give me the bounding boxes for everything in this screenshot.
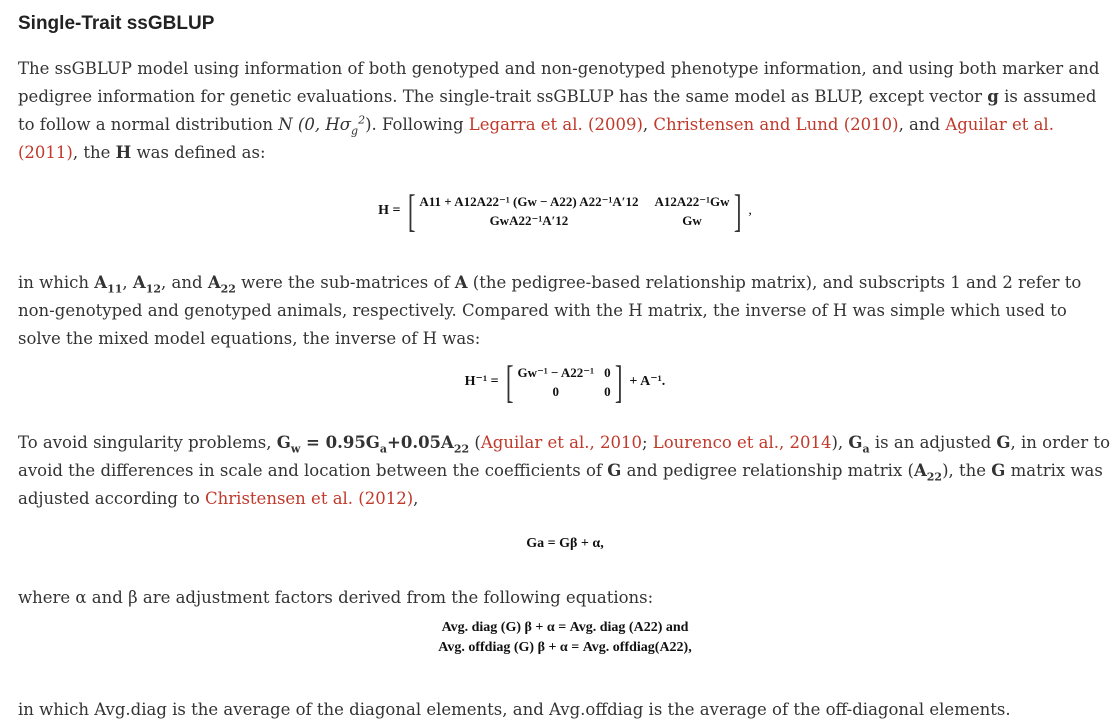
text: , in order to avoid the differences in scale and location between the coefficients of (18, 433, 1110, 480)
matrix-g: G (991, 461, 1006, 480)
citation-christensen-2012[interactable]: Christensen et al. (2012) (205, 489, 414, 508)
text: and pedigree relationship matrix ( (621, 461, 914, 480)
matrix-grid (419, 193, 729, 229)
vector-g: g (987, 87, 999, 106)
a-letter: A (132, 273, 146, 292)
matrix (404, 185, 745, 236)
paragraph-submatrices (18, 269, 1112, 353)
matrix-grid (517, 364, 610, 400)
text: , (413, 489, 419, 508)
eq-end: + A⁻¹. (629, 374, 666, 389)
eq-lhs: H = (378, 203, 401, 218)
text: ( (469, 433, 481, 452)
a22-term (913, 461, 943, 484)
citation-lourenco-2014[interactable]: Lourenco et al., 2014 (652, 433, 832, 452)
text: , (642, 115, 654, 134)
a-sub: 12 (145, 282, 162, 296)
matrix-cell: 0 (604, 365, 611, 380)
g-sub: w (290, 442, 301, 456)
right-bracket: ] (733, 185, 742, 236)
a-sub: 22 (926, 470, 943, 484)
a-sub: 22 (220, 282, 236, 296)
matrix-g: G (607, 461, 622, 480)
text: , and (161, 273, 208, 292)
equation-h-matrix (18, 185, 1112, 236)
matrix-cell: A12A22⁻¹Gw (654, 194, 730, 209)
matrix-a: A (454, 273, 468, 292)
matrix-cell: Gw (682, 213, 702, 228)
text: ). Following (365, 115, 469, 134)
a22 (207, 273, 236, 296)
equation-adjustment (18, 618, 1112, 658)
matrix-cell: Gw⁻¹ − A22⁻¹ (517, 365, 595, 380)
a-letter: A (913, 461, 927, 480)
matrix-cell: GwA22⁻¹A′12 (489, 213, 569, 228)
text: is assumed to follow a normal distribution (18, 87, 1097, 134)
equation-ga (18, 530, 1112, 558)
citation-aguilar-2010[interactable]: Aguilar et al., 2010 (480, 433, 642, 452)
gw-term (276, 433, 301, 456)
a12 (132, 273, 162, 296)
eq-part: = 0.95G (300, 433, 380, 452)
matrix-g: G (996, 433, 1011, 452)
paragraph-adjustment: where α and β are adjustment factors derived from the following equations: (18, 588, 654, 607)
matrix-cell: 0 (552, 384, 560, 399)
a-letter: A (94, 273, 108, 292)
a-sub: 11 (107, 282, 123, 296)
eq-line: Avg. offdiag (G) β + α = Avg. offdiag(A22), (438, 640, 692, 655)
gw-equation (300, 433, 470, 456)
matrix-cell: A11 + A12A22⁻¹ (Gw − A22) A22⁻¹A′12 (419, 194, 639, 209)
a11 (94, 273, 123, 296)
eq-line: Avg. diag (G) β + α = Avg. diag (A22) and (441, 620, 689, 635)
eq-end: , (748, 203, 752, 218)
text: , (122, 273, 133, 292)
text: in which (18, 273, 95, 292)
matrix-h: H (115, 143, 132, 162)
text: matrix was adjusted according to (18, 461, 1103, 508)
g-letter: G (848, 433, 863, 452)
eq-sub: a (379, 442, 388, 456)
g-sub: a (862, 442, 870, 456)
paragraph-intro (18, 55, 1112, 167)
citation-christensen-lund-2010[interactable]: Christensen and Lund (2010) (653, 115, 899, 134)
section-title: Single-Trait ssGBLUP (18, 13, 215, 34)
article-section (18, 10, 1112, 724)
paragraph-avg-definition: in which Avg.diag is the average of the diagonal elements, and Avg.offdiag is the average of the off-diagonal elements. (18, 700, 1011, 719)
normal-distribution (278, 113, 366, 138)
a-letter: A (207, 273, 221, 292)
text: , and (898, 115, 946, 134)
text: ), (831, 433, 849, 452)
text: ; (641, 433, 653, 452)
matrix-cell: 0 (604, 384, 611, 399)
eq-text: Ga = Gβ + α, (526, 536, 604, 551)
right-bracket: ] (614, 356, 623, 407)
citation-aguilar-2011[interactable]: Aguilar et al. (2011) (18, 115, 1054, 162)
text: , the (72, 143, 116, 162)
g-letter: G (276, 433, 291, 452)
equation-h-inverse (18, 356, 1112, 407)
eq-part: +0.05A (387, 433, 454, 452)
matrix (502, 356, 626, 407)
left-bracket: [ (505, 356, 514, 407)
dist-sup: 2 (358, 113, 366, 127)
left-bracket: [ (407, 185, 416, 236)
citation-legarra-2009[interactable]: Legarra et al. (2009) (468, 115, 643, 134)
ga-term (848, 433, 870, 456)
paragraph-singularity (18, 429, 1112, 513)
dist-sub: g (351, 124, 359, 138)
text: The ssGBLUP model using information of both genotyped and non-genotyped phenotype information, and using both marker and pedigree information for genetic evaluations. The single-trait ssGBLUP has the same model as BLUP, except vector (18, 59, 1100, 106)
dist-text: N (0, Hσ (278, 115, 352, 134)
text: To avoid singularity problems, (18, 433, 277, 452)
eq-sub: 22 (453, 442, 470, 456)
text: ), the (942, 461, 992, 480)
text: was defined as: (131, 143, 266, 162)
eq-lhs: H⁻¹ = (464, 374, 499, 389)
text: is an adjusted (869, 433, 997, 452)
text: (the pedigree-based relationship matrix), and subscripts 1 and 2 refer to non-genotyped and genotyped animals, respectively. Compared with the H matrix, the inverse of H was simple which used to solve the mixed model equations, the inverse of H was: (18, 273, 1082, 348)
text: were the sub-matrices of (235, 273, 455, 292)
